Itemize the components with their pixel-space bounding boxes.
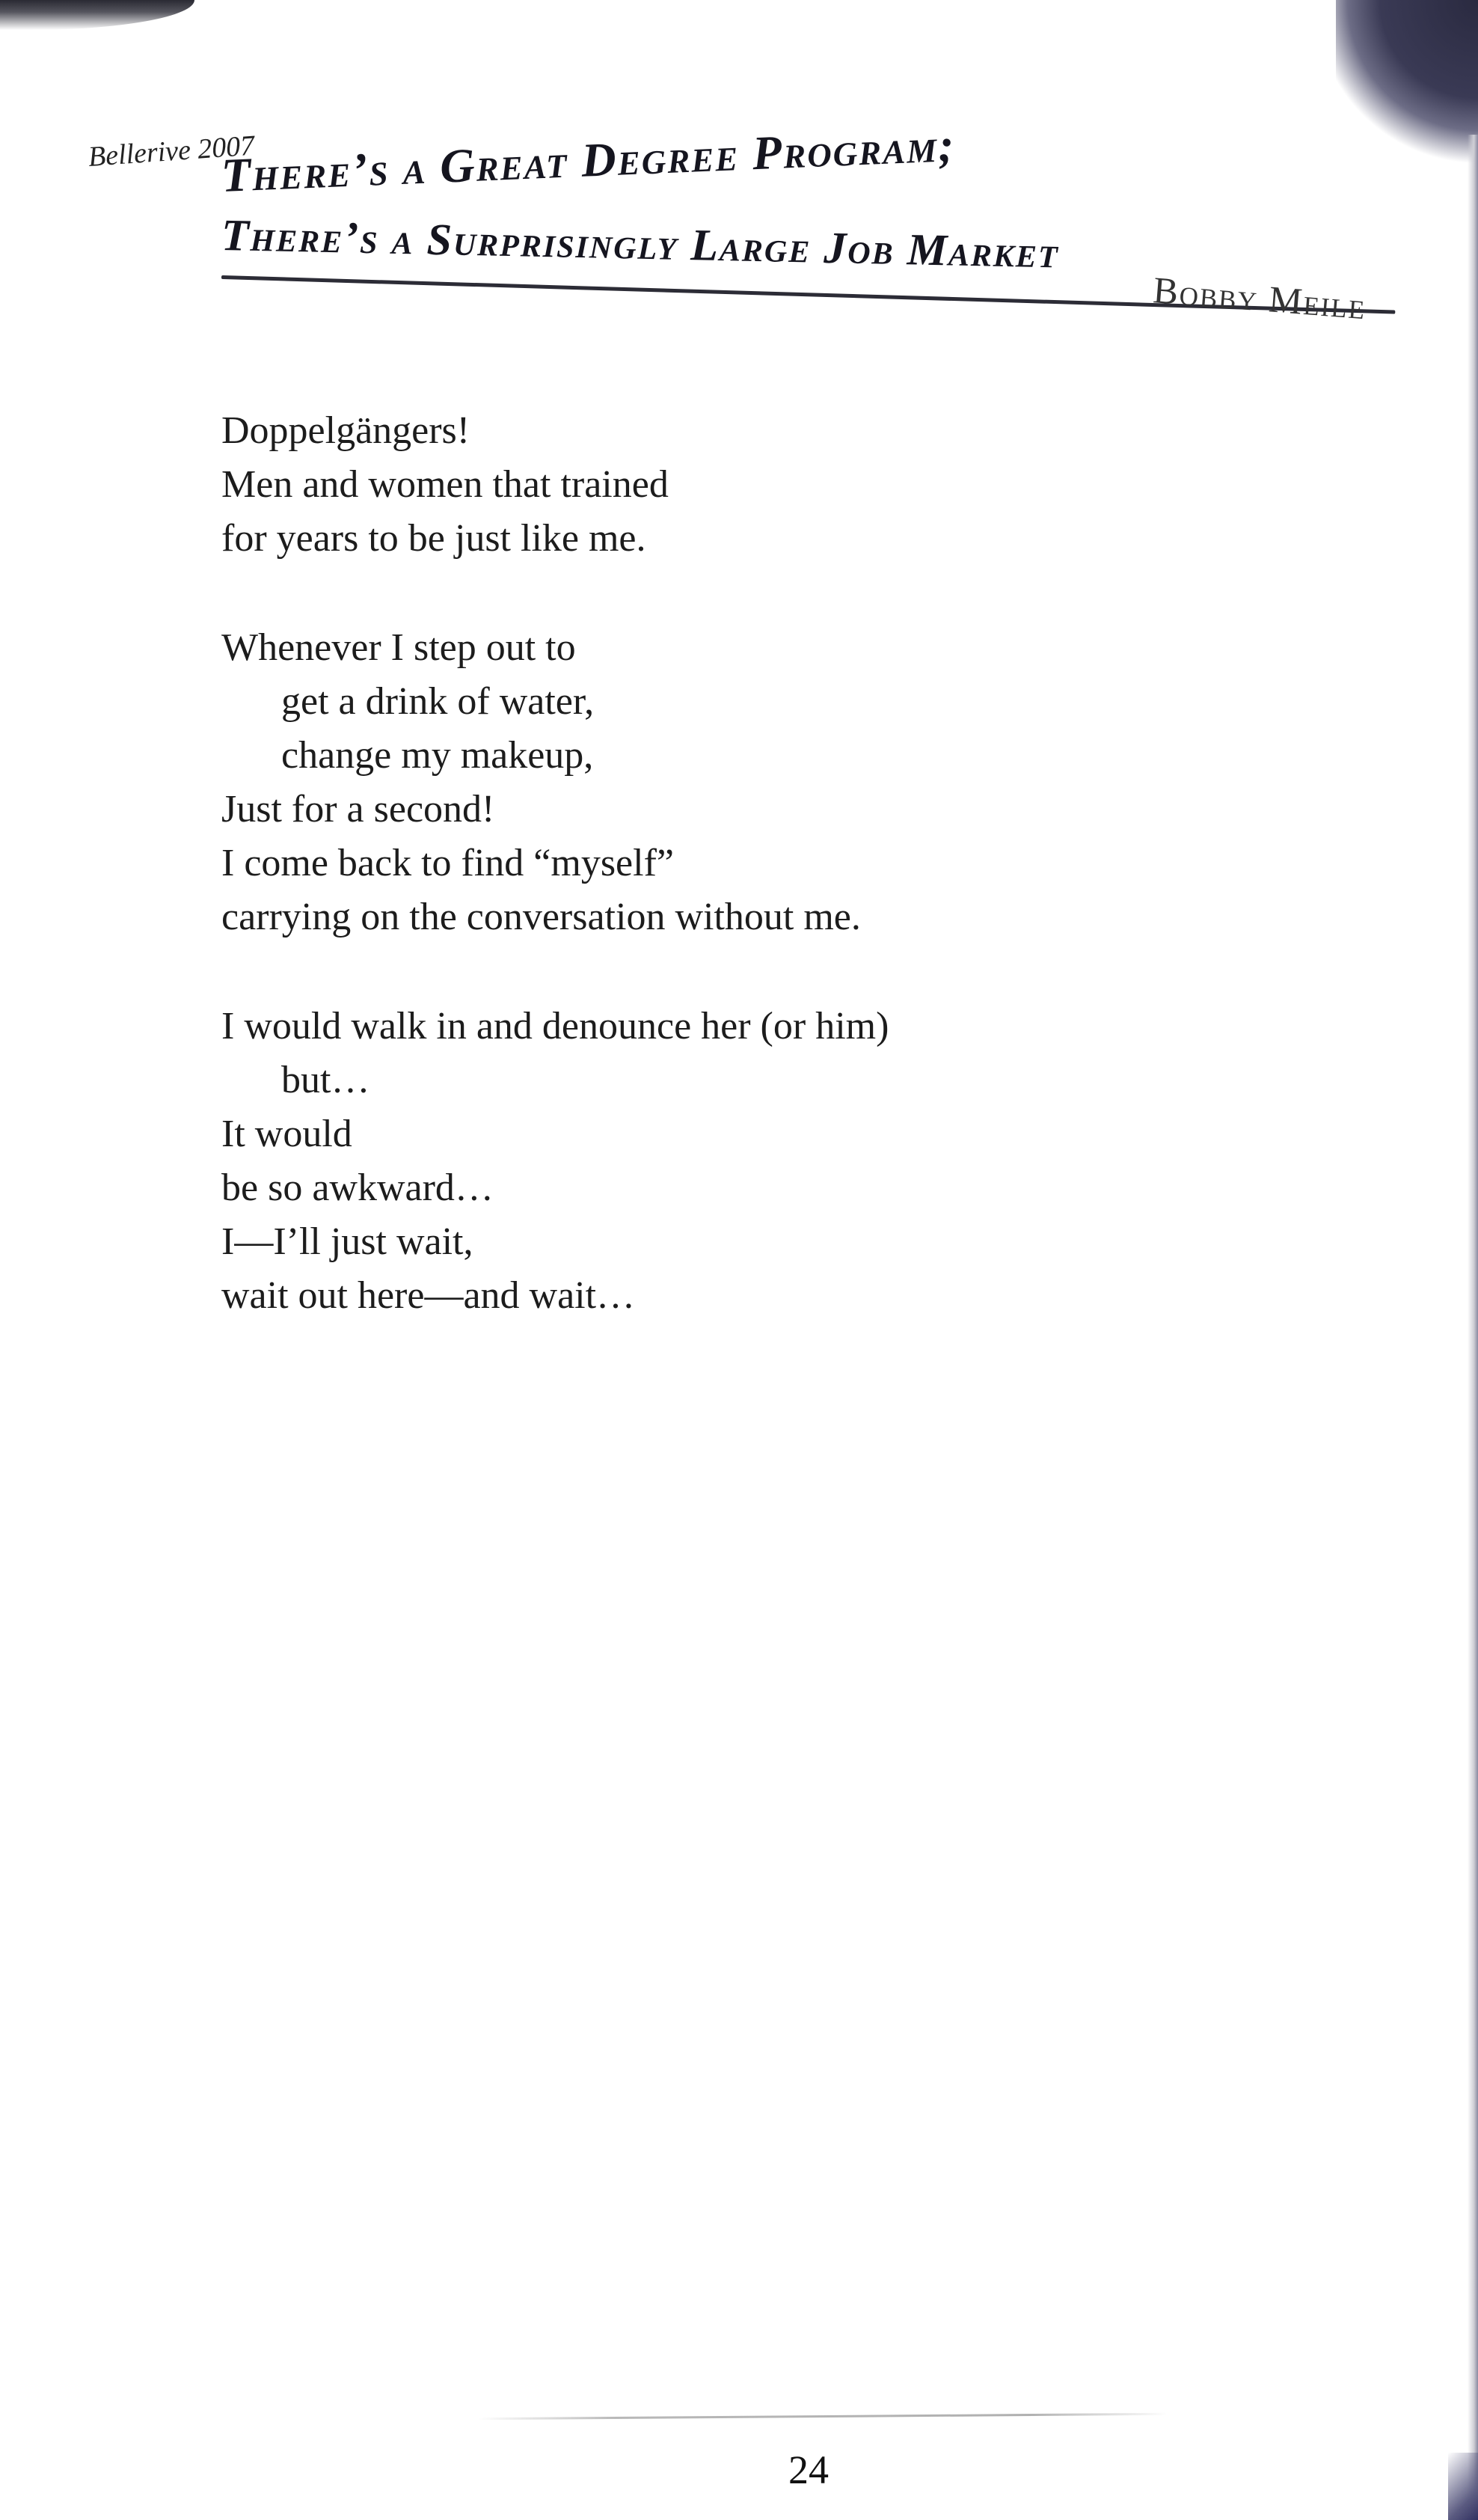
poem-title-line-2: There’s a Surprisingly Large Job Market (221, 210, 1060, 278)
page-edge-shadow (1468, 135, 1478, 2520)
poem-line: carrying on the conversation without me. (221, 896, 861, 938)
poem-body (221, 404, 889, 1378)
poem-line: but… (281, 1059, 370, 1101)
poem-line: wait out here—and wait… (221, 1274, 636, 1317)
poem-line: get a drink of water, (281, 680, 595, 723)
stanza (221, 1000, 889, 1323)
poem-line: I come back to find “myself” (221, 842, 674, 884)
footer-rule (479, 2413, 1167, 2420)
poem-line: It would (221, 1113, 352, 1155)
page-corner-shadow (1448, 2453, 1478, 2520)
poem-line: Men and women that trained (221, 463, 669, 506)
stanza (221, 404, 889, 566)
poem-line: for years to be just like me. (221, 517, 646, 560)
stanza (221, 621, 889, 944)
poem-line: Just for a second! (221, 788, 495, 831)
page-number: 24 (788, 2447, 829, 2492)
poem-line: I would walk in and denounce her (or him) (221, 1005, 889, 1048)
running-head: Bellerive 2007 (87, 129, 256, 173)
poem-title-line-1: There’s a Great Degree Program; (220, 117, 957, 202)
poem-line: be so awkward… (221, 1166, 494, 1209)
poem-line: Doppelgängers! (221, 409, 470, 452)
poem-line: I—I’ll just wait, (221, 1220, 473, 1263)
author-name: Bobby Meile (1151, 269, 1368, 328)
page-corner-shadow (1336, 0, 1478, 165)
poem-line: Whenever I step out to (221, 626, 576, 669)
page-corner-shadow (0, 0, 194, 30)
poem-line: change my makeup, (281, 734, 594, 777)
